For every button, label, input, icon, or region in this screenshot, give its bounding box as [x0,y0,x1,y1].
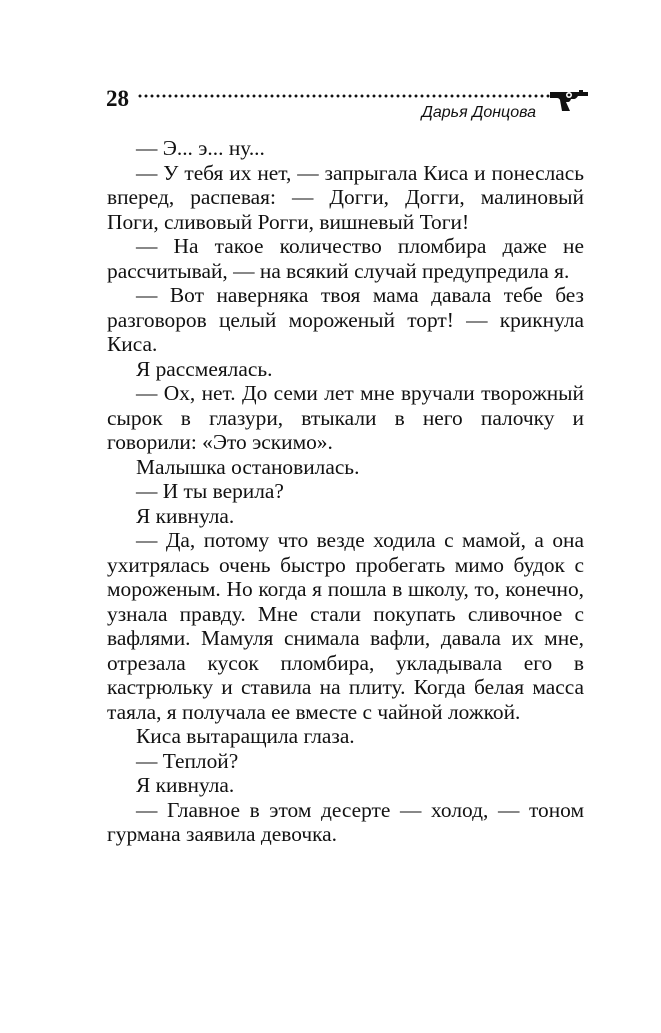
paragraph: — Э... э... ну... [136,136,265,160]
paragraph: — У тебя их нет, — запрыгала Киса и понеслась вперед, распевая: — Догги, Догги, малиновый Поги, сливовый Рогги, вишневый Тоги! [107,160,584,234]
book-text [107,136,584,847]
paragraph: — Ох, нет. До семи лет мне вручали творожный сырок в глазури, втыкали в него палочку и говорили: «Это эскимо». [107,381,584,454]
dotted-rule [137,94,555,98]
author-name: Дарья Донцова [421,104,536,121]
paragraph: — Да, потому что везде ходила с мамой, а она ухитрялась очень быстро пробегать мимо будок с мороженым. Но когда я пошла в школу, то, конечно, узнала правду. Мне стали покупать сливочное с вафлями. Мамуля снимала вафли, давала их мне, отрезала кусок пломбира, укладывала его в кастрюльку и ставила на плиту. Когда белая масса таяла, я получала ее вместе с чайной ложкой. [107,528,584,724]
paragraph: — Главное в этом десерте — холод, — тоном гурмана заявила девочка. [107,797,584,846]
paragraph: — Теплой? [136,748,239,773]
paragraph: Я кивнула. [136,773,235,797]
paragraph: Малышка остановилась. [136,454,360,479]
paragraph: Я кивнула. [136,503,235,528]
paragraph: Киса вытаращила глаза. [136,724,355,748]
paragraph: — И ты верила? [136,479,284,503]
paragraph: — Вот наверняка твоя мама давала тебе без разговоров целый мороженый торт! — крикнула Киса. [107,283,584,356]
paragraph: — На такое количество пломбира даже не рассчитывай, — на всякий случай предупредила я. [107,234,584,283]
revolver-icon [548,86,590,112]
page-number: 28 [106,86,129,111]
paragraph: Я рассмеялась. [136,356,273,381]
